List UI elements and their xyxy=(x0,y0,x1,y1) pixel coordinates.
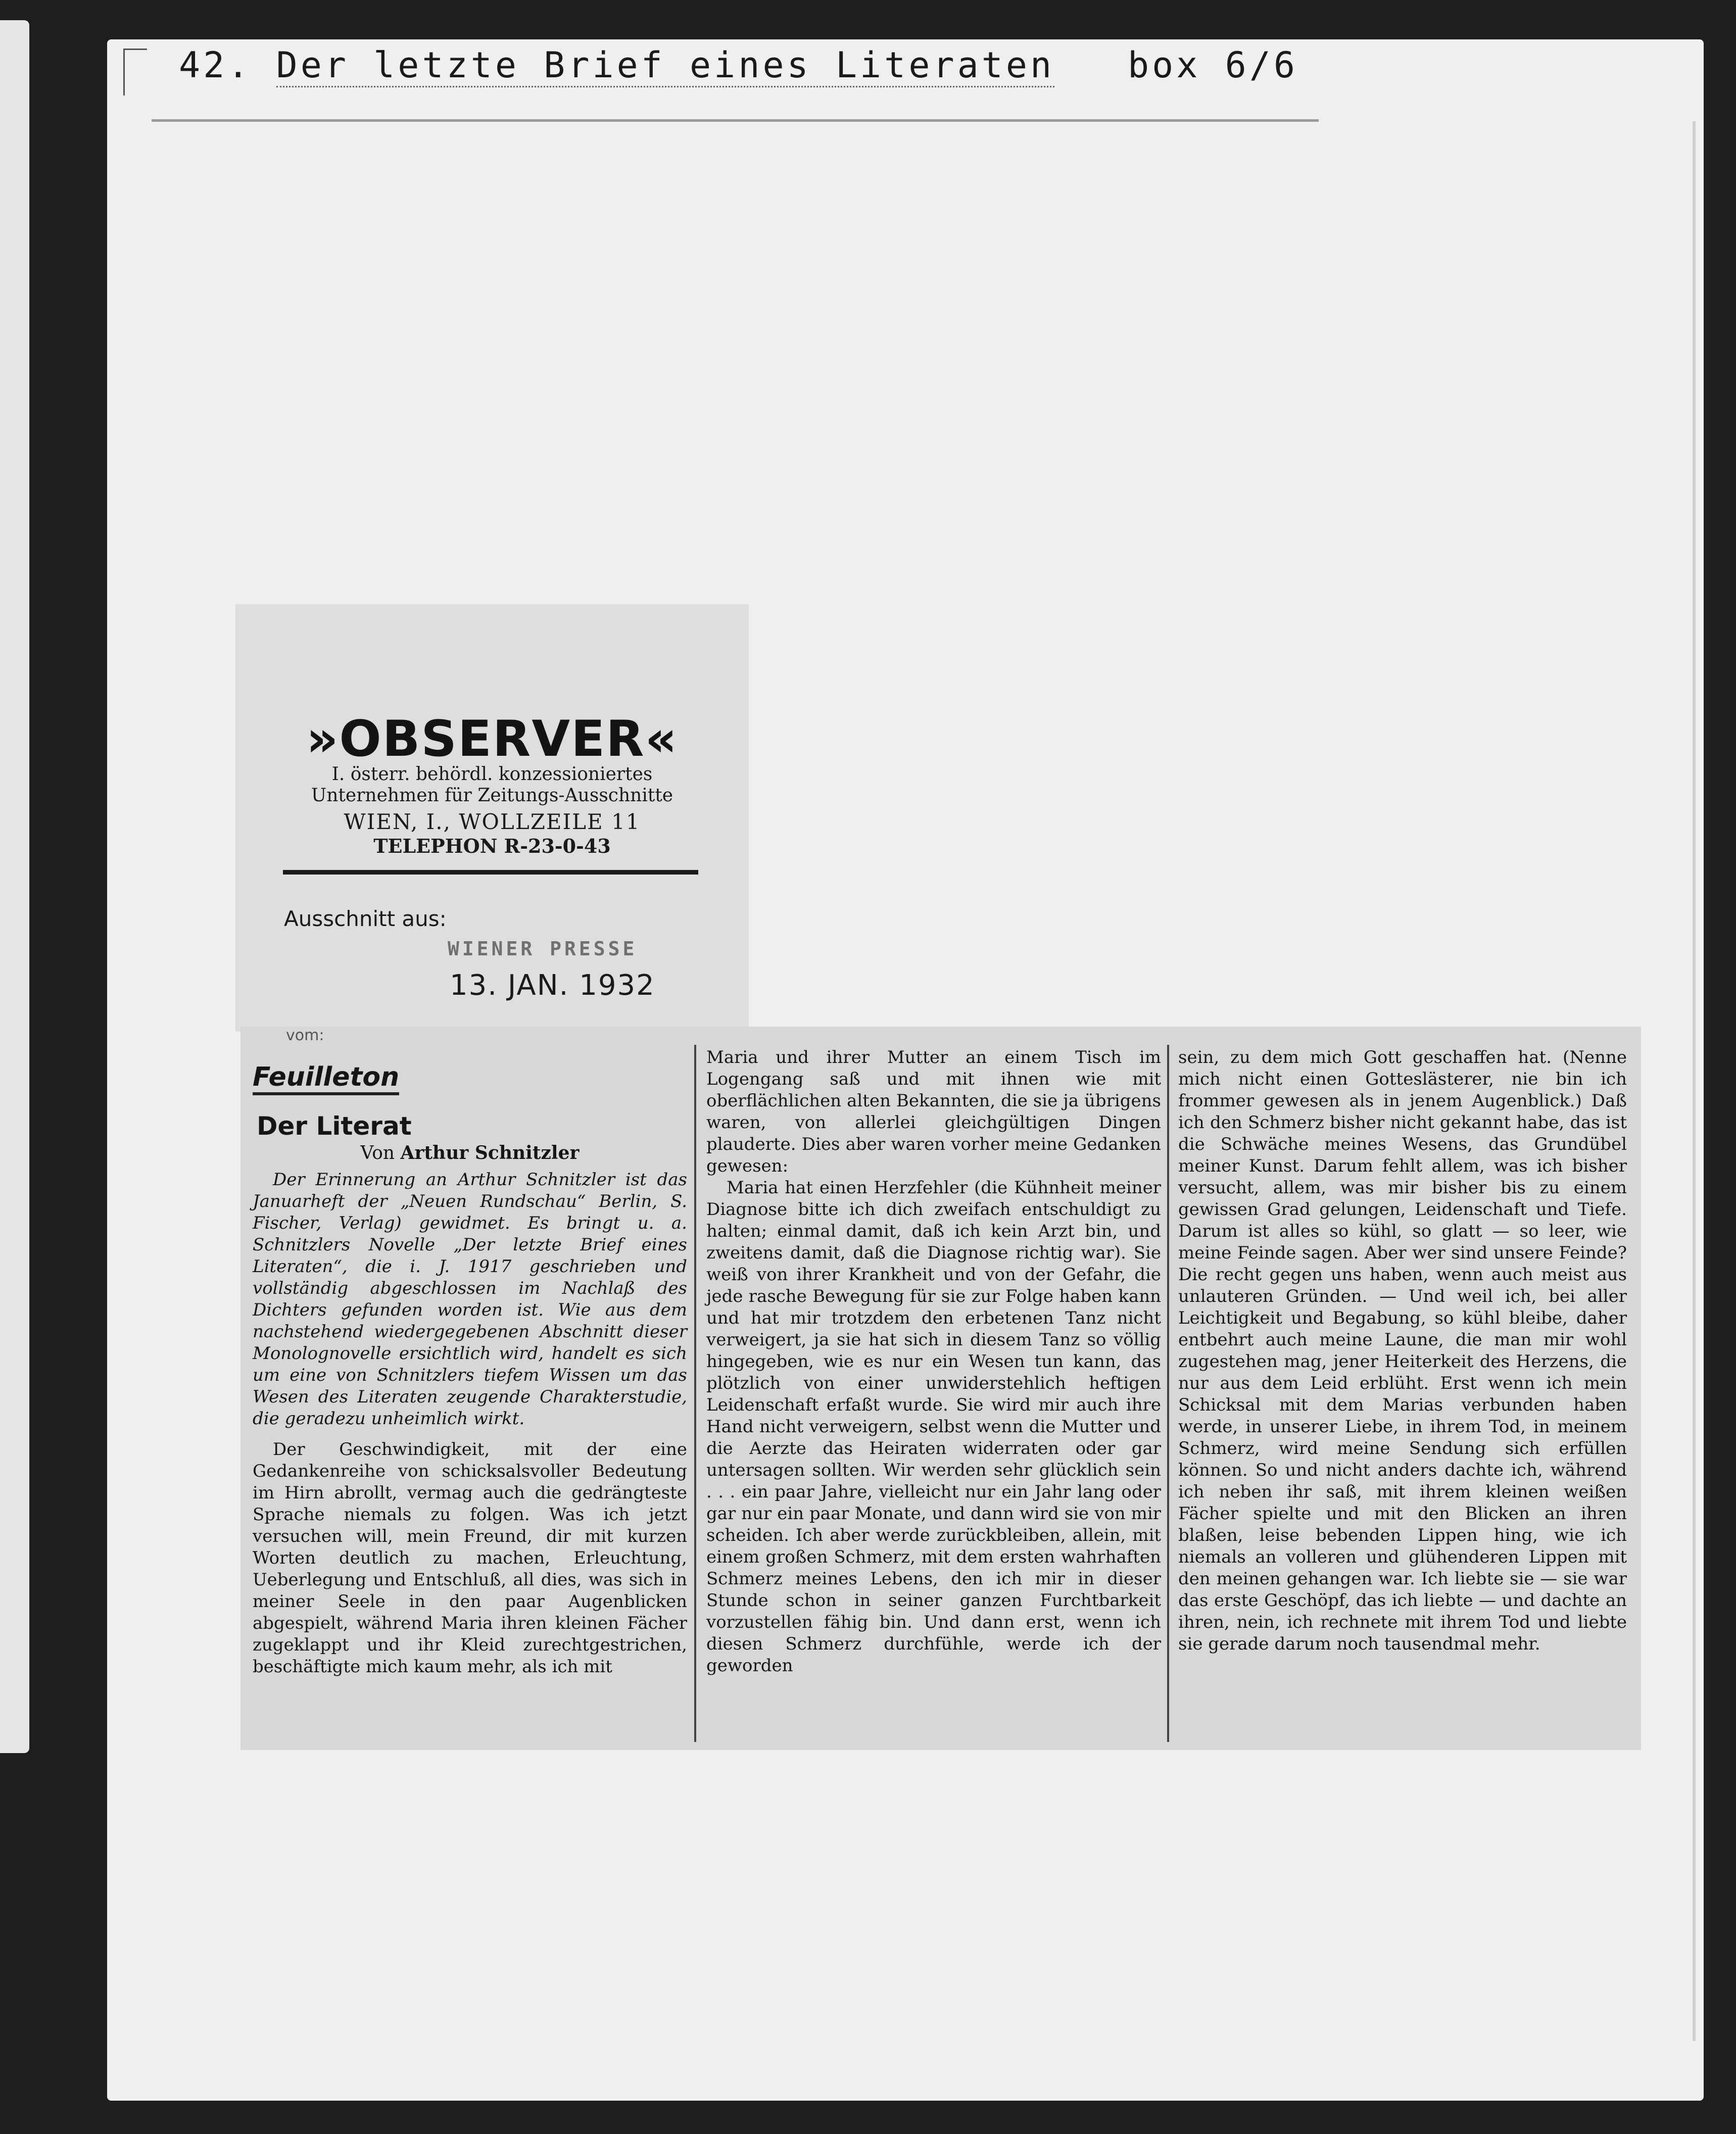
col2-paragraph-2: Maria hat einen Herzfehler (die Kühnheit meiner Diagnose bitte ich dich zweifach entschuldigt zu halten; einmal damit, daß ich kein Arzt bin, und zweitens damit, daß die Diagnose richtig war). Sie weiß von ihrer Krankheit und von der Gefahr, die jede rasche Bewegung für sie zur Folge haben kann und hat mir trotzdem den erbetenen Tanz nicht verweigert, ja sie hat sich in diesem Tanz so völlig hingegeben, wie es nur ein Wesen tun kann, das plötzlich von einer unwiderstehlich heftigen Leidenschaft erfaßt wurde. Sie wird mir auch ihre Hand nicht verweigern, selbst wenn die Mutter und die Aerzte das Heiraten widerraten oder gar untersagen sollten. Wir werden sehr glücklich sein . . . ein paar Jahre, vielleicht nur ein Jahr lang oder gar nur ein paar Monate, und dann wird sie von mir scheiden. Ich aber werde zurückbleiben, allein, mit einem großen Schmerz, mit dem ersten wahrhaften Schmerz meines Lebens, den ich mir in dieser Stunde schon in seiner ganzen Furchtbarkeit vorzustellen fähig bin. Und dann erst, wenn ich diesen Schmerz durchfühle, werde ich der geworden xyxy=(706,1178,1161,1676)
date-stamp: 13. JAN. 1932 xyxy=(450,969,655,1002)
observer-logo: »OBSERVER« xyxy=(306,710,678,768)
article-column-2 xyxy=(706,1047,1161,1677)
article-clipping xyxy=(240,1027,1641,1750)
source-stamp: WIENER PRESSE xyxy=(448,938,638,960)
observer-telephone: TELEPHON R-23-0-43 xyxy=(373,835,611,857)
byline-author: Arthur Schnitzler xyxy=(400,1142,580,1163)
observer-label xyxy=(235,604,749,1032)
observer-line2: Unternehmen für Zeitungs-Ausschnitte xyxy=(311,785,673,806)
col3-paragraph: sein, zu dem mich Gott geschaffen hat. (Nenne mich nicht einen Gotteslästerer, nie bin ich frommer gewesen als in jenem Augenblick.) Daß ich den Schmerz bisher nicht gekannt habe, das ist die Schwäche meines Wesens, das Grundübel meiner Kunst. Darum fehlt allem, was ich bisher versucht, allem, was mir bisher bis zu einem gewissen Grad gelungen, Leidenschaft und Tiefe. Darum ist alles so kühl, so glatt — so leer, wie meine Feinde sagen. Aber wer sind unsere Feinde? Die recht gegen uns haben, wenn auch meist aus unlauteren Gründen. — Und weil ich, bei aller Leichtigkeit und Begabung, so kühl bleibe, daher entbehrt auch meine Laune, die man mir wohl zugestehen mag, jener Heiterkeit des Herzens, die nur aus dem Leid erblüht. Erst wenn ich mein Schicksal mit dem Marias verbunden haben werde, in unserer Liebe, in ihrem Tod, in meinem Schmerz, wird meine Sendung sich erfüllen können. So und nicht anders dachte ich, während ich neben ihr saß, mit ihrem kleinen weißen Fächer spielte und mit den Blicken an ihren blaßen, leise bebenden Lippen hing, wie ich niemals an volleren und glühenderen Lippen mit den meinen gehangen war. Ich liebte sie — sie war das erste Geschöpf, das ich liebte — und dachte an ihren, nein, ich rechnete mit ihrem Tod und liebte sie gerade darum noch tausendmal mehr. xyxy=(1178,1047,1627,1654)
corner-mark xyxy=(123,48,147,95)
article-intro: Der Erinnerung an Arthur Schnitzler ist das Januarheft der „Neuen Rundschau“ Berlin, S. Fischer, Verlag) gewidmet. Es bringt u. a. Schnitzlers Novelle „Der letzte Brief eines Literaten“, die i. J. 1917 geschrieben und vollständig abgeschlossen im Nachlaß des Dichters gefunden worden ist. Wie aus dem nachstehend wiedergegebenen Abschnitt dieser Monolognovelle ersichtlich wird, handelt es sich um eine von Schnitzlers tiefem Wissen um das Wesen des Literaten zeugende Charakterstudie, die geradezu unheimlich wirkt. xyxy=(253,1170,687,1429)
column-rule-1 xyxy=(694,1045,696,1742)
byline xyxy=(253,1142,687,1164)
header-title xyxy=(179,44,1054,86)
byline-prefix: Von xyxy=(360,1143,395,1163)
sheet-right-edge xyxy=(1693,121,1696,2041)
article-column-3 xyxy=(1178,1047,1627,1655)
observer-rule xyxy=(283,870,698,875)
header-title-text: Der letzte Brief eines Literaten xyxy=(276,44,1055,87)
article-column-1 xyxy=(253,1047,687,1678)
header-box-label: box 6/6 xyxy=(1128,44,1298,86)
col1-paragraph: Der Geschwindigkeit, mit der eine Gedankenreihe von schicksalsvoller Bedeutung im Hirn abrollt, vermag auch die gedrängteste Sprache niemals zu folgen. Was ich jetzt versuchen will, mein Freund, dir mit kurzen Worten deutlich zu machen, Erleuchtung, Ueberlegung und Entschluß, all dies, was sich in meiner Seele in den paar Augenblicken abgespielt, während Maria ihren kleinen Fächer zugeklappt und ihr Kleid zurechtgestrichen, beschäftigte mich kaum mehr, als ich mit xyxy=(253,1439,687,1677)
header-rule xyxy=(152,119,1319,122)
ausschnitt-label: Ausschnitt aus: xyxy=(284,906,447,931)
vom-label: vom: xyxy=(286,1027,324,1044)
column-rule-2 xyxy=(1167,1045,1169,1742)
observer-address: WIEN, I., WOLLZEILE 11 xyxy=(344,809,641,834)
header-number: 42. xyxy=(179,44,252,86)
adjacent-page-edge xyxy=(0,20,29,1753)
observer-line1: I. österr. behördl. konzessioniertes xyxy=(331,764,653,785)
col2-paragraph-1: Maria und ihrer Mutter an einem Tisch im Logengang saß und mit ihnen wie mit oberflächlichen alten Bekannten, die sie ja übrigens waren, von allerlei gleichgültigen Dingen plauderte. Dies aber waren vorher meine Gedanken gewesen: xyxy=(706,1047,1161,1176)
section-heading: Feuilleton xyxy=(253,1062,399,1095)
article-title: Der Literat xyxy=(257,1111,412,1141)
